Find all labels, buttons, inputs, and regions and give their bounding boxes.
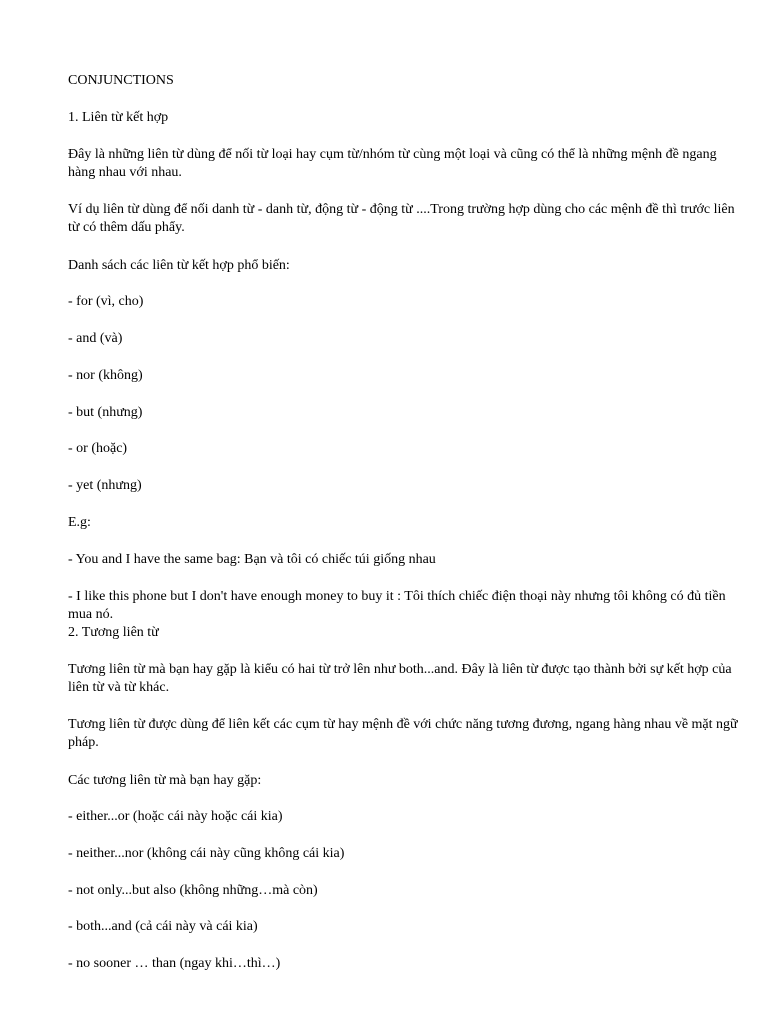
document-title: CONJUNCTIONS (68, 73, 174, 88)
list-item: - yet (nhưng) (68, 478, 142, 493)
section2-heading: 2. Tương liên từ (68, 625, 159, 640)
example-label: E.g: (68, 515, 91, 530)
list-item: - and (và) (68, 331, 123, 346)
section2-paragraph-1: Tương liên từ mà bạn hay gặp là kiểu có hai từ trở lên như both...and. Đây là liên từ được tạo thành bởi sự kết hợp của liên từ và từ khác. (68, 662, 732, 695)
list-item: - either...or (hoặc cái này hoặc cái kia) (68, 809, 283, 824)
example-sentence-1: - You and I have the same bag: Bạn và tôi có chiếc túi giống nhau (68, 552, 436, 567)
section2-list-intro: Các tương liên từ mà bạn hay gặp: (68, 773, 262, 788)
section1-heading: 1. Liên từ kết hợp (68, 110, 169, 125)
section1-list-intro: Danh sách các liên từ kết hợp phổ biến: (68, 258, 290, 273)
list-item: - not only...but also (không những…mà còn) (68, 883, 318, 898)
section1-paragraph-1: Đây là những liên từ dùng để nối từ loại hay cụm từ/nhóm từ cùng một loại và cũng có thể là những mệnh đề ngang hàng nhau với nhau. (68, 147, 717, 180)
section1-paragraph-2: Ví dụ liên từ dùng để nối danh từ - danh từ, động từ - động từ ....Trong trường hợp dùng cho các mệnh đề thì trước liên từ có thêm dấu phẩy. (68, 202, 735, 235)
section2-paragraph-2: Tương liên từ được dùng để liên kết các cụm từ hay mệnh đề với chức năng tương đương, ngang hàng nhau về mặt ngữ pháp. (68, 717, 738, 750)
list-item: - or (hoặc) (68, 441, 128, 456)
list-item: - no sooner … than (ngay khi…thì…) (68, 956, 281, 971)
list-item: - for (vì, cho) (68, 294, 144, 309)
list-item: - nor (không) (68, 368, 143, 383)
list-item: - both...and (cả cái này và cái kia) (68, 919, 258, 934)
list-item: - but (nhưng) (68, 405, 143, 420)
list-item: - neither...nor (không cái này cũng không cái kia) (68, 846, 345, 861)
example-sentence-2: - I like this phone but I don't have enough money to buy it : Tôi thích chiếc điện thoại này nhưng tôi không có đủ tiền mua nó. (68, 589, 726, 622)
